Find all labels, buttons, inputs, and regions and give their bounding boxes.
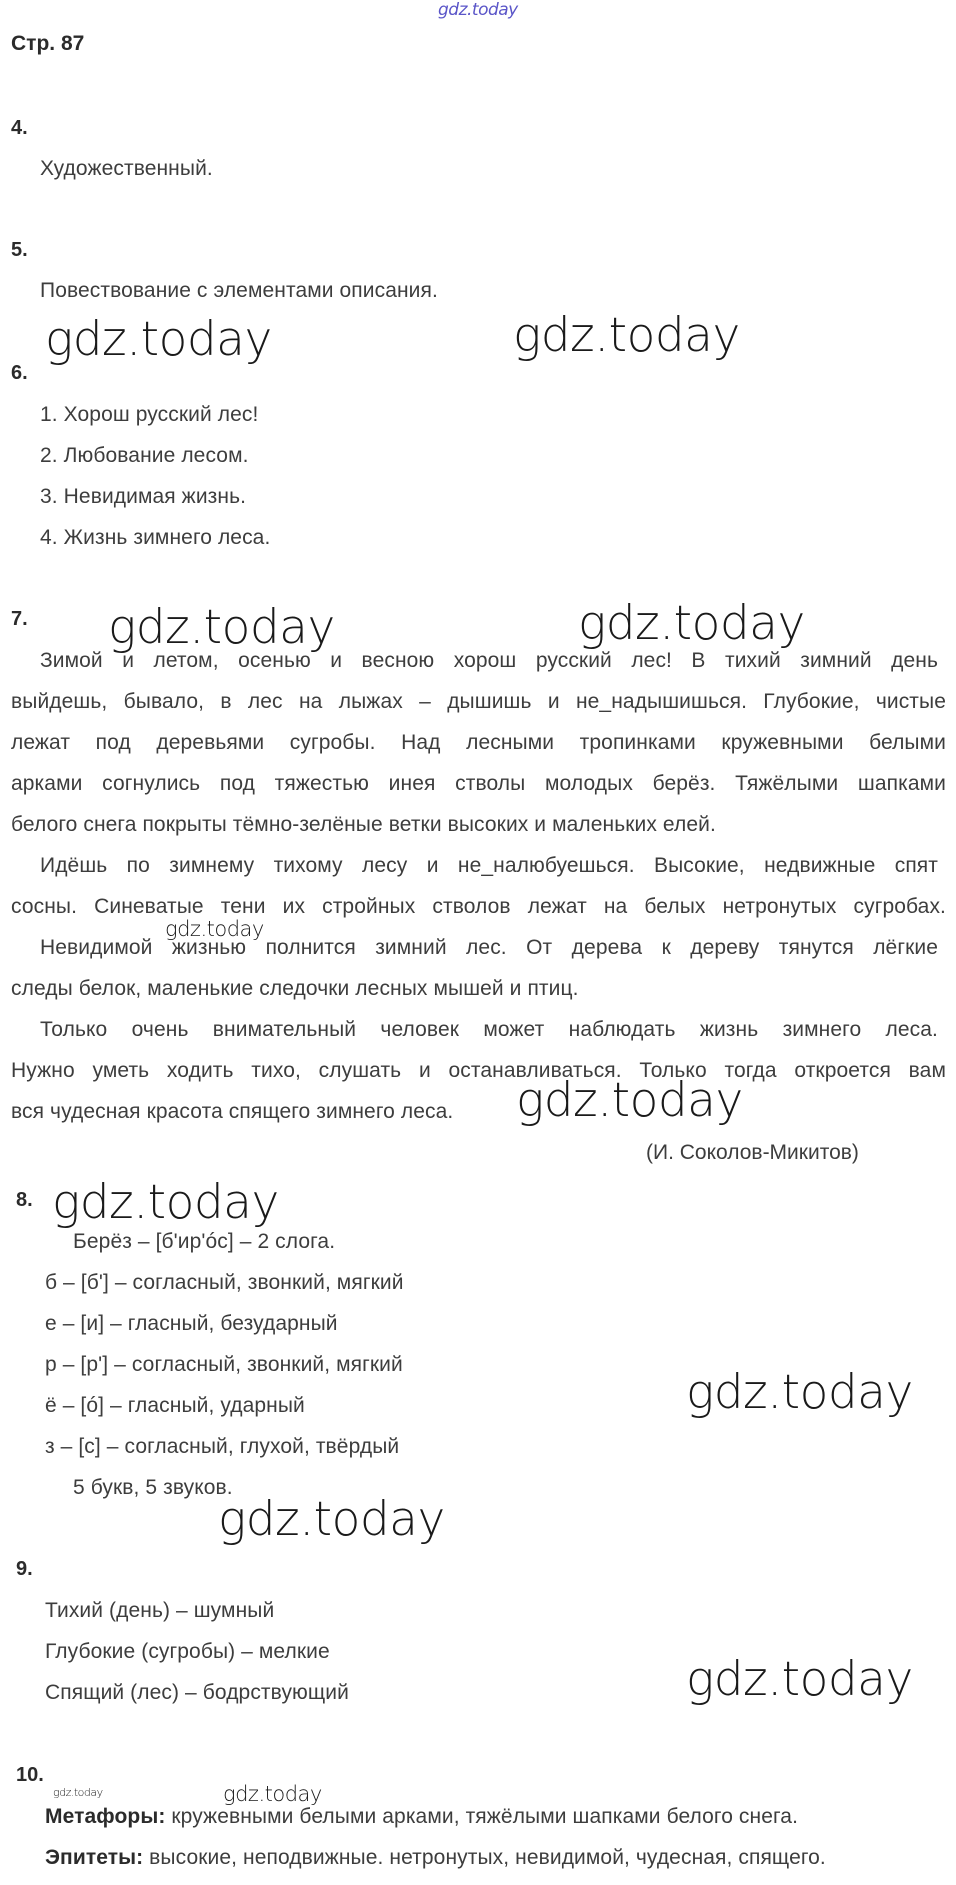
task-6-item: 1. Хорош русский лес!	[40, 403, 259, 426]
task-7-line: Только очень внимательный человек может наблюдать жизнь зимнего леса.	[40, 1018, 938, 1041]
watermark: gdz.today	[516, 1073, 743, 1128]
watermark-top: gdz.today	[438, 0, 518, 20]
task-6-item: 3. Невидимая жизнь.	[40, 485, 247, 508]
task-6-number: 6.	[11, 362, 28, 384]
task-10-epithets	[45, 1846, 826, 1870]
metaphors-label: Метафоры:	[45, 1805, 166, 1828]
task-7-line: выйдешь, бывало, в лес на лыжах – дышишь и не_надышишься. Глубокие, чистые	[11, 690, 946, 713]
task-5-answer: Повествование с элементами описания.	[40, 279, 438, 302]
task-7-line: вся чудесная красота спящего зимнего леса.	[11, 1100, 454, 1123]
metaphors-text: кружевными белыми арками, тяжёлыми шапками белого снега.	[165, 1805, 799, 1828]
watermark: gdz.today	[52, 1175, 279, 1230]
task-9-pair: Тихий (день) – шумный	[45, 1599, 275, 1622]
task-7-line: Нужно уметь ходить тихо, слушать и останавливаться. Только тогда откроется вам	[11, 1059, 946, 1082]
watermark: gdz.today	[53, 1786, 103, 1799]
watermark: gdz.today	[165, 917, 264, 941]
watermark: gdz.today	[45, 312, 272, 367]
task-8-summary: 5 букв, 5 звуков.	[73, 1476, 233, 1499]
task-8-letter: з – [с] – согласный, глухой, твёрдый	[45, 1435, 400, 1458]
task-6-item: 2. Любование лесом.	[40, 444, 249, 467]
watermark: gdz.today	[108, 600, 335, 655]
task-7-line: белого снега покрыты тёмно-зелёные ветки высоких и маленьких елей.	[11, 813, 716, 836]
watermark: gdz.today	[578, 596, 805, 651]
watermark: gdz.today	[686, 1365, 913, 1420]
task-4-number: 4.	[11, 117, 28, 139]
task-9-pair: Глубокие (сугробы) – мелкие	[45, 1640, 330, 1663]
watermark: gdz.today	[223, 1782, 322, 1806]
task-7-line: Зимой и летом, осенью и весною хорош русский лес! В тихий зимний день	[40, 649, 938, 672]
task-7-line: арками согнулись под тяжестью инея стволы молодых берёз. Тяжёлыми шапками	[11, 772, 946, 795]
task-8-number: 8.	[16, 1189, 33, 1211]
task-8-letter: р – [р'] – согласный, звонкий, мягкий	[45, 1353, 403, 1376]
task-8-letter: е – [и] – гласный, безударный	[45, 1312, 338, 1335]
task-5-number: 5.	[11, 239, 28, 261]
watermark: gdz.today	[218, 1492, 445, 1547]
task-9-number: 9.	[16, 1558, 33, 1580]
task-10-number: 10.	[16, 1764, 44, 1786]
task-8-letter: ё – [ó] – гласный, ударный	[45, 1394, 305, 1417]
task-10-metaphors	[45, 1805, 798, 1829]
task-7-author: (И. Соколов-Микитов)	[646, 1141, 859, 1164]
task-8-letter: б – [б'] – согласный, звонкий, мягкий	[45, 1271, 404, 1294]
task-7-line: следы белок, маленькие следочки лесных мышей и птиц.	[11, 977, 579, 1000]
epithets-label: Эпитеты:	[45, 1846, 144, 1869]
watermark: gdz.today	[686, 1652, 913, 1707]
watermark: gdz.today	[513, 308, 740, 363]
task-8-word: Берёз – [б'ир'óс] – 2 слога.	[73, 1230, 336, 1253]
page-title: Стр. 87	[11, 32, 85, 55]
task-7-line: Невидимой жизнью полнится зимний лес. От дерева к дереву тянутся лёгкие	[40, 936, 938, 959]
task-9-pair: Спящий (лес) – бодрствующий	[45, 1681, 349, 1704]
task-4-answer: Художественный.	[40, 157, 213, 180]
task-6-item: 4. Жизнь зимнего леса.	[40, 526, 271, 549]
task-7-number: 7.	[11, 608, 28, 630]
epithets-text: высокие, неподвижные. нетронутых, невидимой, чудесная, спящего.	[143, 1846, 826, 1869]
task-7-line: сосны. Синеватые тени их стройных стволов лежат на белых нетронутых сугробах.	[11, 895, 946, 918]
task-7-line: Идёшь по зимнему тихому лесу и не_налюбуешься. Высокие, недвижные спят	[40, 854, 938, 877]
task-7-line: лежат под деревьями сугробы. Над лесными тропинками кружевными белыми	[11, 731, 946, 754]
